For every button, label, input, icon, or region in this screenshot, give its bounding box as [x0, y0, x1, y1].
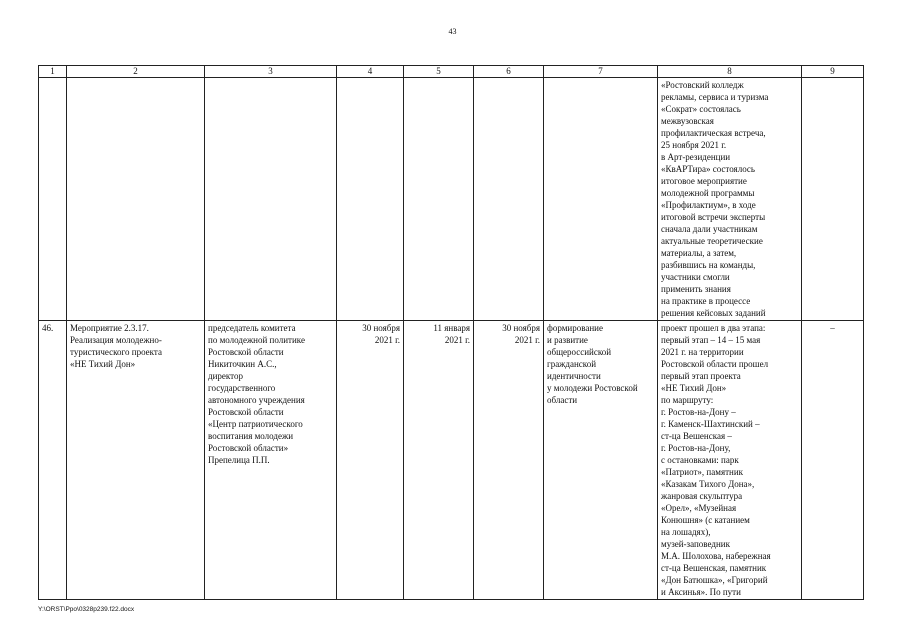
cell-empty	[802, 78, 864, 321]
row-number: 46.	[39, 321, 67, 600]
cell-empty	[205, 78, 337, 321]
footer-file-path: Y:\ORST\Ppo\0328p239.f22.docx	[38, 606, 135, 613]
header-col-7: 7	[544, 66, 658, 78]
continuation-description: «Ростовский колледж рекламы, сервиса и туризма «Сократ» состоялась межвузовская профилактическая встреча, 25 ноября 2021 г. в Арт-резиденции «КвАРТира» состоялось итоговое мероприятие молодежной программы «Профилактиум», в ходе итоговой встречи эксперты сначала дали участникам актуальные теоретические материалы, а затем, разбившись на команды, участники смогли применить знания на практике в процессе решения кейсовых заданий	[658, 78, 802, 321]
header-col-9: 9	[802, 66, 864, 78]
header-col-6: 6	[474, 66, 544, 78]
table-row-46	[39, 321, 864, 600]
actual-start-date: 11 января 2021 г.	[404, 321, 474, 600]
table-row-continuation	[39, 78, 864, 321]
header-col-2: 2	[67, 66, 205, 78]
header-col-1: 1	[39, 66, 67, 78]
actual-end-date: 30 ноября 2021 г.	[474, 321, 544, 600]
expected-result: формирование и развитие общероссийской гражданской идентичности у молодежи Ростовской области	[544, 321, 658, 600]
report-table	[38, 65, 864, 600]
cell-empty	[404, 78, 474, 321]
header-col-3: 3	[205, 66, 337, 78]
implementation-description: проект прошел в два этапа: первый этап – 14 – 15 мая 2021 г. на территории Ростовской области прошел первый этап проекта «НЕ Тихий Дон» по маршруту: г. Ростов-на-Дону – г. Каменск-Шахтинский – ст-ца Вешенская – г. Ростов-на-Дону, с остановками: парк «Патриот», памятник «Казакам Тихого Дона», жанровая скульптура «Орел», «Музейная Конюшня» (с катанием на лошадях), музей-заповедник М.А. Шолохова, набережная ст-ца Вешенская, памятник «Дон Батюшка», «Григорий и Аксинья». По пути	[658, 321, 802, 600]
event-name: Мероприятие 2.3.17. Реализация молодежно- туристического проекта «НЕ Тихий Дон»	[67, 321, 205, 600]
responsible-person: председатель комитета по молодежной политике Ростовской области Никиточкин А.С., директор государственного автономного учреждения Ростовской области «Центр патриотического воспитания молодежи Ростовской области» Препелица П.П.	[205, 321, 337, 600]
notes: –	[802, 321, 864, 600]
cell-empty	[67, 78, 205, 321]
page-number: 43	[448, 27, 457, 36]
cell-empty	[544, 78, 658, 321]
header-col-5: 5	[404, 66, 474, 78]
cell-empty	[474, 78, 544, 321]
cell-empty	[337, 78, 404, 321]
header-row	[39, 66, 864, 78]
planned-date: 30 ноября 2021 г.	[337, 321, 404, 600]
cell-empty	[39, 78, 67, 321]
header-col-4: 4	[337, 66, 404, 78]
header-col-8: 8	[658, 66, 802, 78]
